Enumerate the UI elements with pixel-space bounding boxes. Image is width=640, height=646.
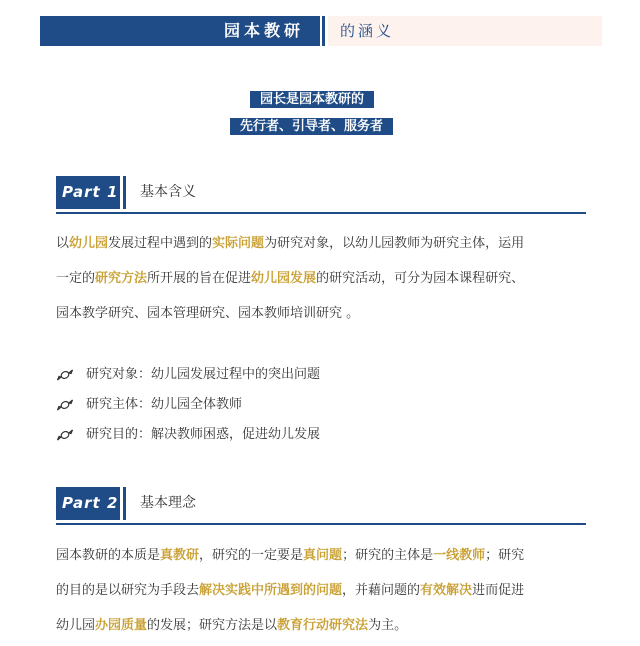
text: 发展过程中遇到的 (108, 236, 213, 251)
part1-label: Part 1 (56, 176, 120, 209)
text: 进而促进 (472, 583, 525, 598)
header-banner (40, 16, 602, 46)
highlight: 真问题 (303, 548, 343, 563)
text: 园本教研的本质是 (56, 548, 161, 563)
text: ；研究的主体是 (342, 548, 434, 563)
part2-label: Part 2 (56, 487, 120, 520)
header-subtitle: 的涵义 (340, 22, 395, 40)
highlight: 解决实践中所遇到的问题 (199, 583, 343, 598)
text: ，研究的一定要是 (199, 548, 304, 563)
highlight: 办园质量 (95, 618, 148, 633)
part2-paragraph-line-3 (56, 616, 407, 636)
highlight: 教育行动研究法 (277, 618, 369, 633)
header-title: 园本教研 (223, 21, 304, 40)
part2-header (56, 487, 586, 527)
highlight: 真教研 (160, 548, 200, 563)
text: 的研究活动，可分为园本课程研究、 (316, 271, 525, 286)
part1-header (56, 176, 586, 216)
highlight: 实际问题 (212, 236, 265, 251)
part1-paragraph-line-1 (56, 234, 524, 254)
part1-paragraph-line-2 (56, 269, 524, 289)
text: 所开展的旨在促进 (147, 271, 252, 286)
header-right-block (328, 16, 602, 46)
candy-icon (56, 427, 74, 443)
text: 为研究对象，以幼儿园教师为研究主体，运用 (264, 236, 525, 251)
highlight: 一线教师 (433, 548, 486, 563)
part2-underline (56, 523, 586, 525)
text: 一定的 (56, 271, 96, 286)
subtitle-tag-2: 先行者、引导者、服务者 (230, 118, 393, 135)
bullet-text: 研究对象：幼儿园发展过程中的突出问题 (86, 367, 321, 382)
text: 的目的是以研究为手段去 (56, 583, 200, 598)
text: ，并藉问题的 (342, 583, 421, 598)
header-divider (322, 16, 325, 46)
highlight: 幼儿园 (69, 236, 109, 251)
text: 幼儿园 (56, 618, 96, 633)
part1-paragraph-line-3 (56, 304, 359, 324)
highlight: 幼儿园发展 (251, 271, 317, 286)
part1-underline (56, 212, 586, 214)
part2-paragraph-line-2 (56, 581, 524, 601)
text: 以 (56, 236, 70, 251)
part1-divider (123, 176, 126, 209)
bullet-text: 研究目的：解决教师困惑，促进幼儿发展 (86, 427, 321, 442)
part1-title: 基本含义 (140, 184, 196, 200)
candy-icon (56, 397, 74, 413)
part2-title: 基本理念 (140, 495, 196, 511)
subtitle-tag-1: 园长是园本教研的 (250, 91, 374, 108)
highlight: 研究方法 (95, 271, 148, 286)
text: 园本教学研究、园本管理研究、园本教师培训研究 。 (56, 306, 360, 321)
text: ；研究 (485, 548, 525, 563)
text: 为主。 (368, 618, 408, 633)
text: 的发展；研究方法是以 (147, 618, 278, 633)
header-left-block (40, 16, 320, 46)
part2-paragraph-line-1 (56, 546, 524, 566)
bullet-text: 研究主体：幼儿园全体教师 (86, 397, 243, 412)
part2-divider (123, 487, 126, 520)
highlight: 有效解决 (420, 583, 473, 598)
candy-icon (56, 367, 74, 383)
